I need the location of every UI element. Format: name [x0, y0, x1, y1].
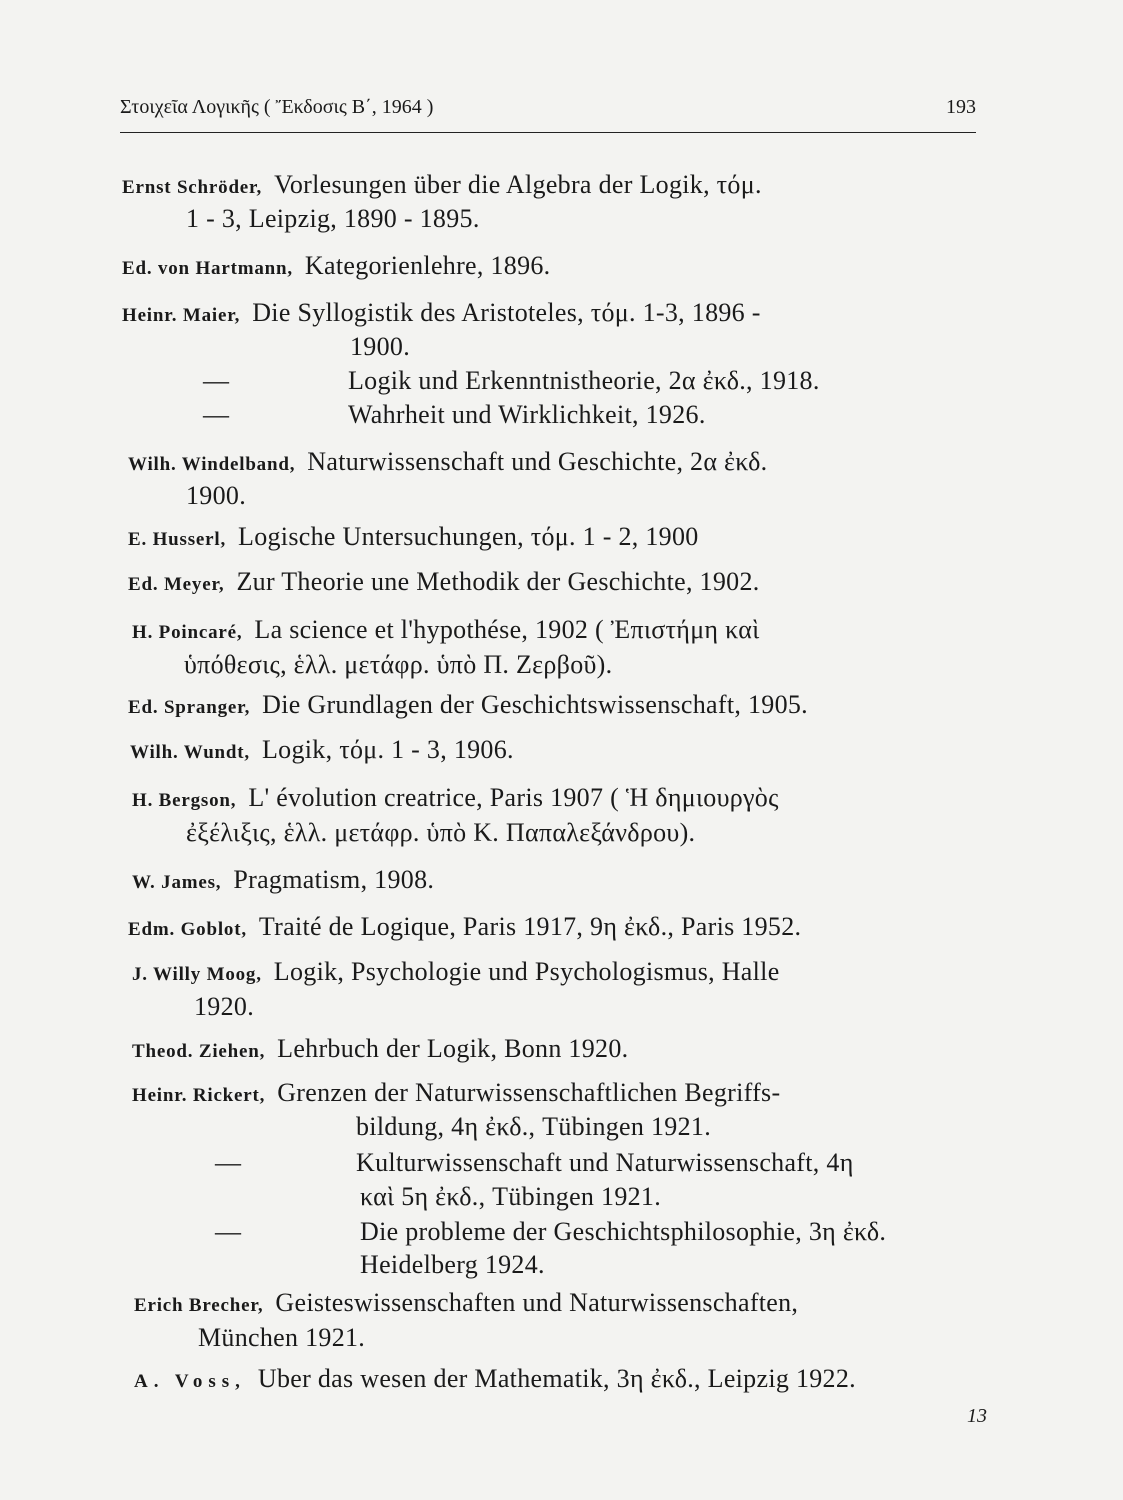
ditto-dash: — — [215, 1148, 241, 1177]
ditto-dash: — — [203, 400, 229, 429]
entry-text-continued: ἐξέλιξις, ἑλλ. μετάφρ. ὑπὸ Κ. Παπαλεξάνδρου). — [186, 818, 696, 847]
ditto-dash: — — [203, 366, 229, 395]
entry-author: Theod. Ziehen, — [132, 1041, 266, 1062]
entry-text: Zur Theorie une Methodik der Geschichte, 1902. — [236, 567, 760, 596]
entry-text: Wahrheit und Wirklichkeit, 1926. — [348, 400, 706, 429]
entry-text-continued: ὑπόθεσις, ἑλλ. μετάφρ. ὑπὸ Π. Ζερβοῦ). — [184, 650, 613, 679]
entry-author: Wilh. Windelband, — [128, 454, 296, 475]
entry-text: Logische Untersuchungen, τόμ. 1 - 2, 1900 — [238, 522, 699, 551]
bibliography-entry — [128, 912, 801, 945]
bibliography-entry — [132, 957, 780, 990]
entry-text-continued: 1 - 3, Leipzig, 1890 - 1895. — [186, 204, 480, 233]
entry-text: Traité de Logique, Paris 1917, 9η ἐκδ., Paris 1952. — [258, 912, 802, 941]
bibliography-entry — [134, 1364, 856, 1397]
entry-text: Vorlesungen über die Algebra der Logik, τόμ. — [274, 170, 762, 199]
entry-author: J. Willy Moog, — [132, 964, 262, 985]
entry-author: Wilh. Wundt, — [130, 742, 250, 763]
bibliography-entry — [130, 735, 514, 768]
entry-text: Die Grundlagen der Geschichtswissenschaft, 1905. — [262, 690, 808, 719]
entry-author: Ed. Meyer, — [128, 574, 225, 595]
entry-author: Ed. Spranger, — [128, 697, 251, 718]
bibliography-entry — [128, 447, 767, 480]
entry-author: H. Poincaré, — [132, 622, 243, 643]
entry-text: Logik, Psychologie und Psychologismus, Halle — [273, 957, 780, 986]
bibliography-entry — [128, 567, 760, 600]
bibliography-entry — [134, 1288, 798, 1321]
entry-text: Geisteswissenschaften und Naturwissenschaften, — [275, 1288, 799, 1317]
entry-text: Pragmatism, 1908. — [233, 865, 435, 894]
bibliography-entry — [122, 251, 551, 284]
entry-author: Heinr. Rickert, — [132, 1085, 266, 1106]
entry-author: E. Husserl, — [128, 529, 227, 550]
entry-author: Edm. Goblot, — [128, 919, 247, 940]
entry-text: Kulturwissenschaft und Naturwissenschaft, 4η — [356, 1148, 854, 1177]
entry-text-continued: Heidelberg 1924. — [360, 1250, 545, 1279]
entry-text: L' évolution creatrice, Paris 1907 ( Ἡ δημιουργὸς — [248, 783, 779, 812]
entry-text: Grenzen der Naturwissenschaftlichen Begriffs- — [277, 1078, 781, 1107]
signature-mark: 13 — [967, 1405, 987, 1427]
entry-text-continued: 1900. — [186, 481, 246, 510]
ditto-dash: — — [215, 1217, 241, 1246]
bibliography-entry — [132, 865, 434, 898]
entry-text: Logik, τόμ. 1 - 3, 1906. — [261, 735, 514, 764]
entry-text: Uber das wesen der Mathematik, 3η ἐκδ., Leipzig 1922. — [257, 1364, 856, 1393]
entry-author: Ed. von Hartmann, — [122, 258, 293, 279]
entry-author: A. Voss, — [134, 1371, 246, 1392]
bibliography-entry — [132, 1078, 780, 1111]
bibliography-entry — [128, 690, 808, 723]
bibliography-entry — [122, 298, 761, 331]
entry-text-continued: καὶ 5η ἐκδ., Tübingen 1921. — [360, 1182, 662, 1211]
entry-text-continued: 1920. — [194, 992, 254, 1021]
running-header — [120, 96, 976, 133]
entry-author: Erich Brecher, — [134, 1295, 264, 1316]
bibliography-entry — [128, 522, 699, 555]
entry-text: Kategorienlehre, 1896. — [304, 251, 551, 280]
entry-author: H. Bergson, — [132, 790, 237, 811]
entry-text: Lehrbuch der Logik, Bonn 1920. — [277, 1034, 629, 1063]
header-title: Στοιχεῖα Λογικῆς ( Ἔκδοσις Β΄, 1964 ) — [120, 96, 434, 118]
bibliography-entry — [132, 783, 779, 816]
entry-author: Heinr. Maier, — [122, 305, 241, 326]
bibliography-entry — [132, 1034, 628, 1067]
entry-text-continued: München 1921. — [198, 1323, 366, 1352]
entry-text: La science et l'hypothése, 1902 ( Ἐπιστήμη καὶ — [254, 615, 760, 644]
entry-text: Die probleme der Geschichtsphilosophie, 3η ἐκδ. — [360, 1217, 887, 1246]
entry-author: W. James, — [132, 872, 222, 893]
entry-author: Ernst Schröder, — [122, 177, 263, 198]
bibliography-entry — [122, 170, 762, 203]
page-number: 193 — [946, 96, 976, 118]
entry-text: Naturwissenschaft und Geschichte, 2α ἐκδ. — [307, 447, 768, 476]
entry-text-continued: 1900. — [350, 332, 410, 361]
bibliography-entry — [132, 615, 760, 648]
entry-text-continued: bildung, 4η ἐκδ., Tübingen 1921. — [356, 1112, 711, 1141]
entry-text: Logik und Erkenntnistheorie, 2α ἐκδ., 1918. — [348, 366, 820, 395]
entry-text: Die Syllogistik des Aristoteles, τόμ. 1-3, 1896 - — [252, 298, 761, 327]
